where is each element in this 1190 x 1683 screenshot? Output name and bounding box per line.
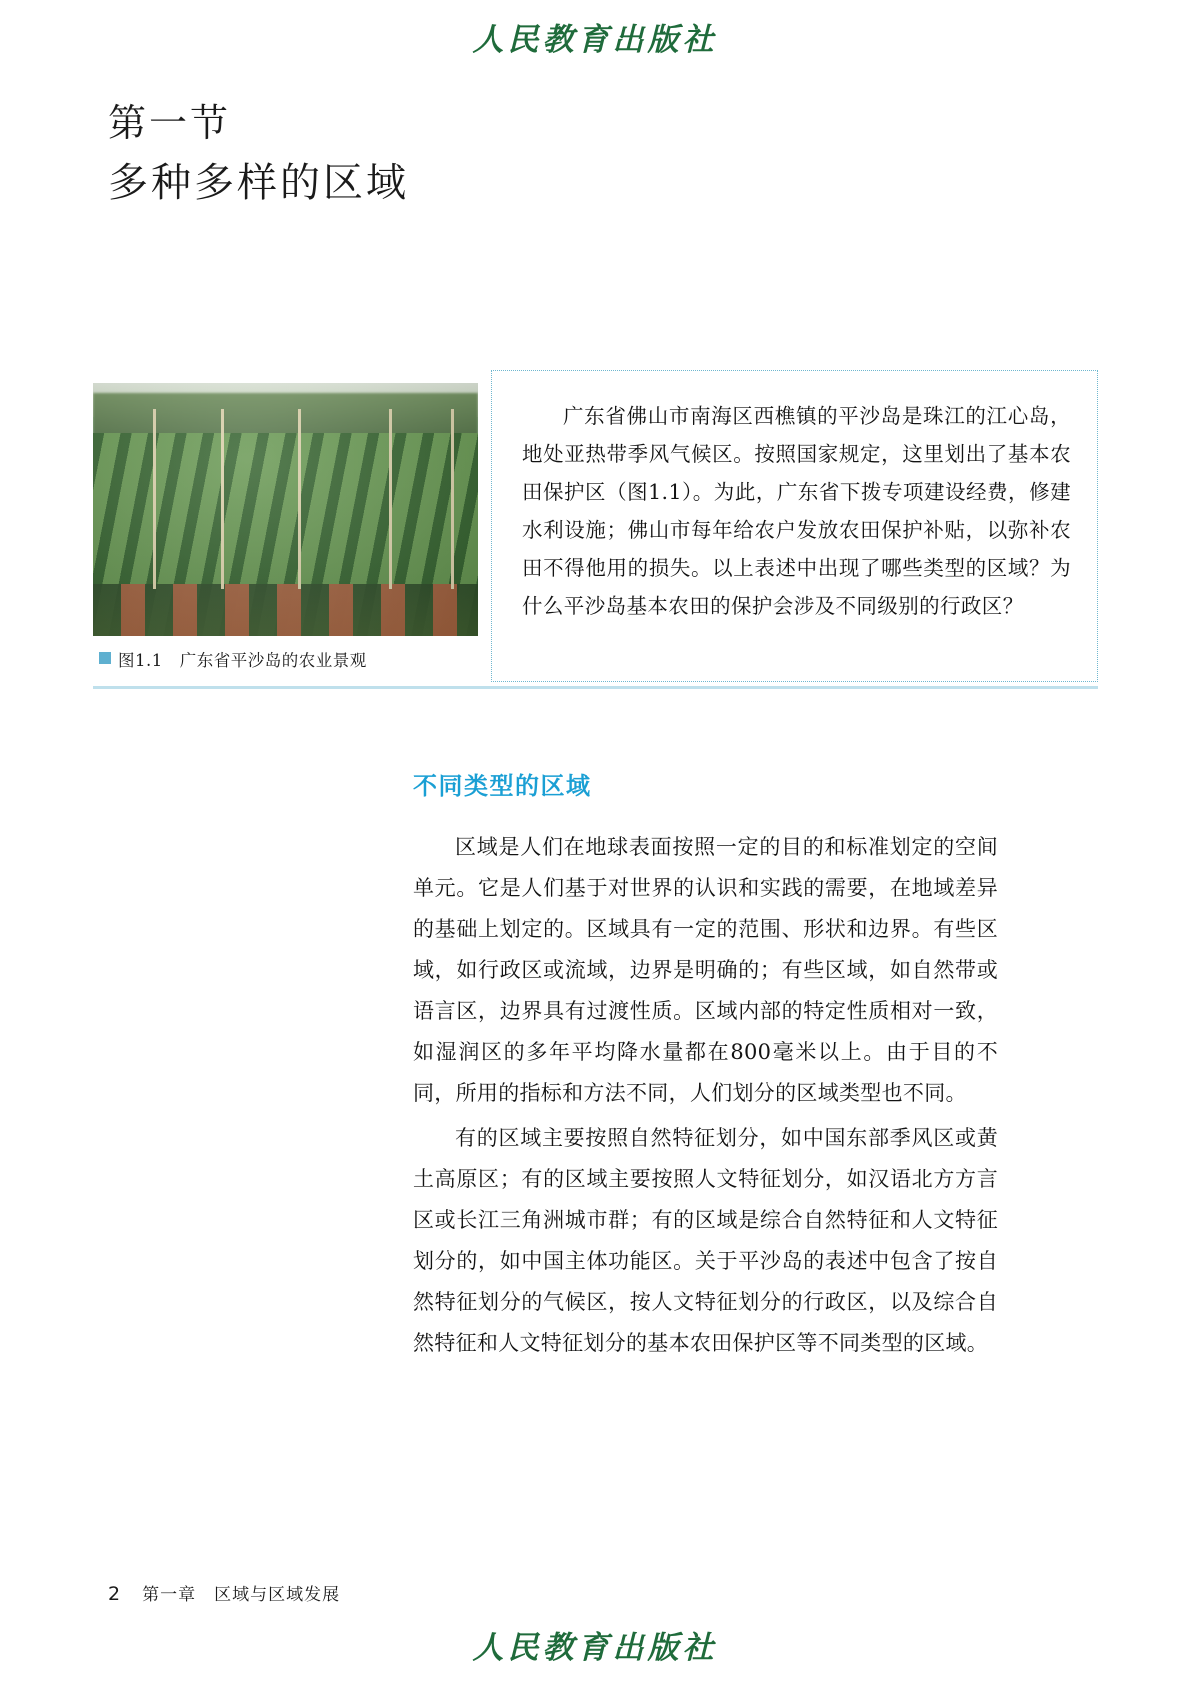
main-body-column bbox=[413, 766, 998, 1368]
figure-image bbox=[93, 383, 478, 636]
figure-1-1 bbox=[93, 383, 478, 671]
page-footer bbox=[108, 1580, 340, 1605]
page-number: 2 bbox=[108, 1583, 121, 1605]
caption-square-icon bbox=[99, 652, 111, 664]
section-number: 第一节 bbox=[108, 101, 232, 145]
body-paragraph: 区域是人们在地球表面按照一定的目的和标准划定的空间单元。它是人们基于对世界的认识和实践的需要，在地域差异的基础上划定的。区域具有一定的范围、形状和边界。有些区域，如行政区或流域，边界是明确的；有些区域，如自然带或语言区，边界具有过渡性质。区域内部的特定性质相对一致，如湿润区的多年平均降水量都在800毫米以上。由于目的不同，所用的指标和方法不同，人们划分的区域类型也不同。 bbox=[413, 835, 998, 1105]
photo-lighting-overlay bbox=[93, 383, 478, 636]
publisher-mark-bottom: 人民教育出版社 bbox=[472, 1630, 718, 1666]
section-title: 多种多样的区域 bbox=[108, 160, 409, 207]
opening-block bbox=[93, 370, 1098, 682]
sub-heading-types-of-regions: 不同类型的区域 bbox=[413, 772, 592, 800]
figure-caption-row bbox=[93, 647, 478, 671]
publisher-mark-top: 人民教育出版社 bbox=[472, 22, 718, 58]
intro-case-box bbox=[491, 370, 1098, 682]
intro-case-text: 广东省佛山市南海区西樵镇的平沙岛是珠江的江心岛，地处亚热带季风气候区。按照国家规定，这里划出了基本农田保护区（图1.1）。为此，广东省下拨专项建设经费，修建水利设施；佛山市每年给农户发放农田保护补贴，以弥补农田不得他用的损失。以上表述中出现了哪些类型的区域？为什么平沙岛基本农田的保护会涉及不同级别的行政区？ bbox=[522, 404, 1071, 618]
body-paragraph: 有的区域主要按照自然特征划分，如中国东部季风区或黄土高原区；有的区域主要按照人文特征划分，如汉语北方方言区或长江三角洲城市群；有的区域是综合自然特征和人文特征划分的，如中国主体功能区。关于平沙岛的表述中包含了按自然特征划分的气候区，按人文特征划分的行政区，以及综合自然特征和人文特征划分的基本农田保护区等不同类型的区域。 bbox=[413, 1126, 998, 1355]
section-divider-rule bbox=[93, 686, 1098, 689]
figure-caption-text: 图1.1 广东省平沙岛的农业景观 bbox=[118, 651, 367, 670]
page-title bbox=[108, 98, 409, 211]
footer-chapter-label: 第一章 区域与区域发展 bbox=[142, 1585, 341, 1605]
